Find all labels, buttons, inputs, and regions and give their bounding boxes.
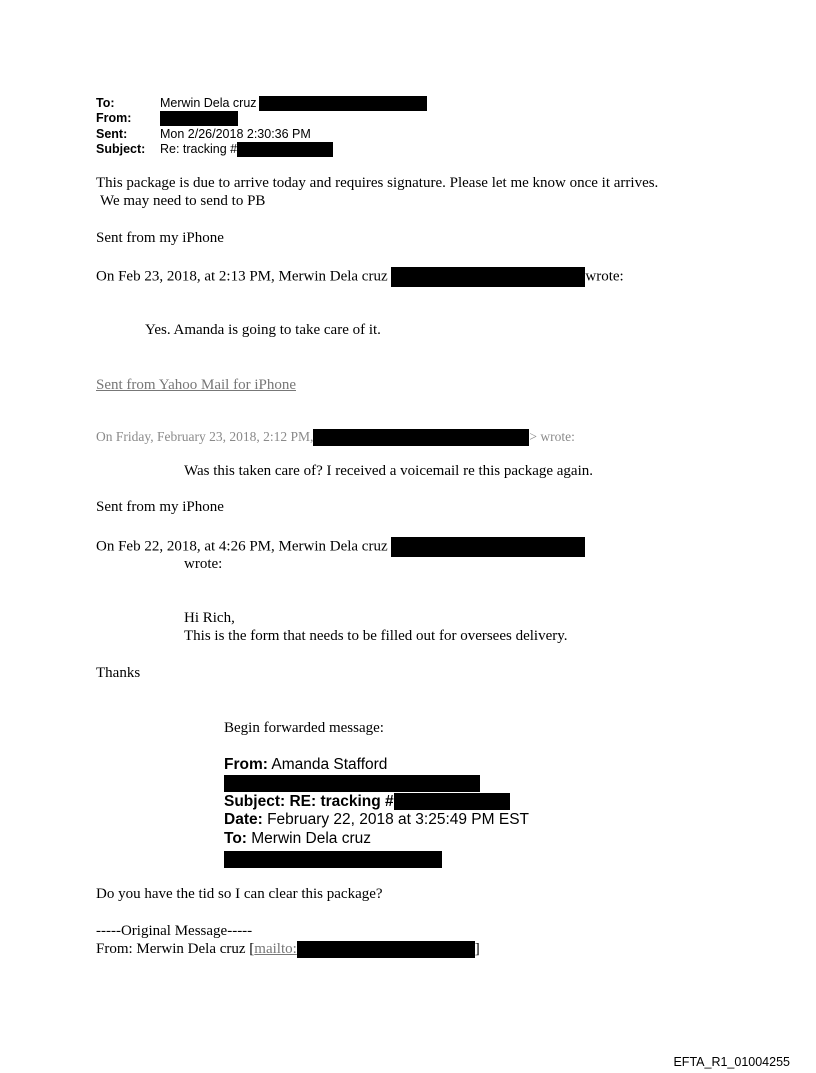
body-line-2: We may need to send to PB [100, 193, 266, 209]
question-line: Was this taken care of? I received a voicemail re this package again. [184, 463, 594, 479]
redaction-bar [391, 267, 585, 287]
original-message-separator: -----Original Message----- [96, 923, 253, 939]
header-to-row [96, 96, 456, 111]
fwd-to-row [224, 830, 371, 848]
body-line-1: This package is due to arrive today and requires signature. Please let me know once it arrives. [96, 175, 659, 191]
quote-3-wrote: wrote: [184, 556, 223, 572]
quote-2-intro: On Friday, February 23, 2018, 2:12 PM, [96, 429, 314, 444]
header-subject-row [96, 142, 456, 157]
quote-2-attribution [96, 428, 575, 446]
document-id: EFTA_R1_01004255 [673, 1055, 790, 1069]
redaction-bar [297, 941, 475, 958]
fwd-to-value: Merwin Dela cruz [251, 830, 371, 847]
fwd-from-label: From: [224, 756, 268, 773]
yahoo-mail-link[interactable]: Sent from Yahoo Mail for iPhone [96, 377, 296, 393]
original-from-line [96, 941, 480, 958]
subject-text: Re: tracking # [160, 142, 238, 156]
sent-from-iphone-2: Sent from my iPhone [96, 499, 224, 515]
redaction-bar [391, 537, 585, 557]
subject-label: Subject: [96, 142, 146, 156]
fwd-date-label: Date: [224, 811, 263, 828]
fwd-from-row [224, 756, 387, 774]
quote-1-wrote: wrote: [585, 268, 624, 285]
thanks: Thanks [96, 665, 141, 681]
redaction-bar [160, 111, 238, 126]
sent-from-iphone-1: Sent from my iPhone [96, 230, 224, 246]
to-name: Merwin Dela cruz [160, 96, 257, 110]
fwd-from-value: Amanda Stafford [271, 756, 388, 773]
email-header [96, 96, 456, 160]
fwd-date-value: February 22, 2018 at 3:25:49 PM EST [267, 811, 530, 828]
sent-value: Mon 2/26/2018 2:30:36 PM [160, 127, 311, 141]
fwd-email-row [224, 775, 480, 793]
tid-question: Do you have the tid so I can clear this package? [96, 886, 383, 902]
forwarded-header [224, 756, 554, 868]
redaction-bar [259, 96, 427, 111]
mailto-link[interactable]: mailto: [254, 941, 297, 957]
fwd-to-email-row [224, 851, 442, 869]
redaction-bar [237, 142, 333, 157]
quote-3-attribution [96, 537, 585, 557]
from-value [160, 111, 238, 126]
quote-1-intro: On Feb 23, 2018, at 2:13 PM, Merwin Dela cruz [96, 268, 388, 285]
close-bracket: ] [474, 941, 480, 957]
begin-forwarded: Begin forwarded message: [224, 720, 384, 736]
hi-rich: Hi Rich, [184, 610, 235, 626]
form-line: This is the form that needs to be filled out for oversees delivery. [184, 628, 568, 644]
quote-1-attribution [96, 267, 624, 287]
fwd-subject-row [224, 793, 510, 811]
to-value [160, 96, 427, 111]
to-label: To: [96, 96, 115, 110]
redaction-bar [394, 793, 510, 810]
from-label: From: [96, 111, 132, 125]
fwd-date-row [224, 811, 529, 829]
header-from-row [96, 111, 456, 126]
sent-label: Sent: [96, 127, 128, 141]
reply-amanda: Yes. Amanda is going to take care of it. [145, 322, 381, 338]
fwd-subject-label: Subject: RE: tracking # [224, 793, 394, 810]
original-from-prefix: From: Merwin Dela cruz [ [96, 941, 255, 957]
redaction-bar [224, 851, 442, 868]
redaction-bar [224, 775, 480, 792]
header-sent-row [96, 127, 456, 142]
redaction-bar [313, 429, 529, 446]
fwd-to-label: To: [224, 830, 247, 847]
quote-2-wrote: > wrote: [529, 429, 575, 444]
quote-3-intro: On Feb 22, 2018, at 4:26 PM, Merwin Dela cruz [96, 538, 388, 555]
subject-value [160, 142, 333, 157]
